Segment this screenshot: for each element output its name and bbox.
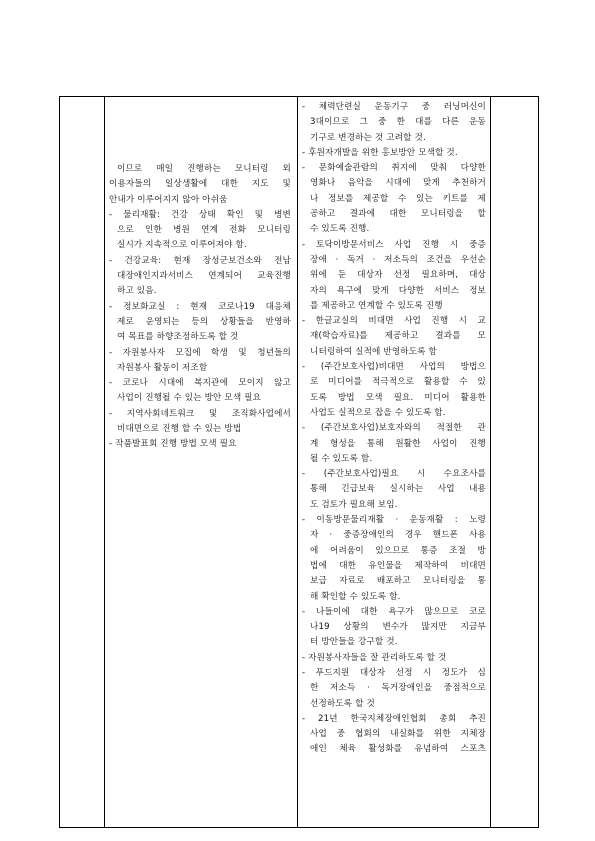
text-line: 사업도 실적으로 잡을 수 있도록 함. <box>310 407 446 418</box>
text-line: 안내가 이루어지지 않아 아쉬움 <box>109 194 228 205</box>
text-line: 사업이 진행될 수 있는 방안 모색 필요 <box>117 393 262 404</box>
text-line: 자 · 중증장애인의 경우 핸드폰 사용 <box>310 530 486 541</box>
text-line: 사업 중 협회의 내실화를 위한 지체장 <box>310 729 486 740</box>
text-line: - 푸드지원 대상자 선정 시 정도가 심 <box>302 667 486 678</box>
text-line: - 이동방문물리재활 · 운동재활 : 노령 <box>302 515 486 526</box>
text-line: - 나들이에 대한 욕구가 많으므로 코로 <box>302 606 486 617</box>
table-bottom-border <box>59 827 539 828</box>
text-line: - 코로나 시대에 복지관에 모이지 않고 <box>109 378 291 389</box>
text-line: 니터링하여 실적에 반영하도록 함 <box>310 346 437 357</box>
text-line: - 정보화교실 : 현재 코로나19 대응체 <box>109 301 291 312</box>
text-line: 위에 둔 대상자 선정 필요하며, 대상 <box>310 270 486 281</box>
text-line: 여 목표를 하향조정하도록 할 것 <box>117 332 239 343</box>
text-line: - 토닥이방문서비스 사업 진행 시 중증 <box>302 239 486 250</box>
col-divider-1 <box>104 96 105 828</box>
improvement-text-column <box>302 100 486 758</box>
text-line: - 후원자개발을 위한 홍보방안 모색할 것. <box>302 147 458 158</box>
text-line: 터 방안들을 강구할 것. <box>310 637 398 648</box>
text-line: 수 있도록 진행. <box>310 224 370 235</box>
text-line: - 자원봉사자 모집에 학생 및 청년들의 <box>109 347 291 358</box>
text-line: 재(학습자료)를 제공하고 결과를 모 <box>310 331 486 342</box>
text-line: 공하고 결과에 대한 모니터링을 할 <box>310 209 486 220</box>
text-line: - 자원봉사자들을 잘 관리하도록 할 것 <box>302 652 447 663</box>
text-line: 비대면으로 진행 할 수 있는 방법 <box>117 424 242 435</box>
text-line: 선정하도록 할 것 <box>310 698 375 709</box>
text-line: 계 형성을 통해 원활한 사업이 진행 <box>310 438 486 449</box>
text-line: - (주간보호사업)보호자와의 적절한 관 <box>302 423 486 434</box>
text-line: 실시가 지속적으로 이루어져야 함. <box>117 240 247 251</box>
text-line: 이므로 매일 진행하는 모니터링 외 <box>117 164 291 174</box>
text-line: 에 어려움이 있으므로 통증 조절 방 <box>310 545 486 556</box>
col-divider-3 <box>490 96 491 828</box>
text-line: - 지역사회네트워크 및 조직화사업에서 <box>109 408 291 419</box>
text-line: 될 수 있도록 함. <box>310 453 373 464</box>
text-line: 3대이므로 그 중 한 대를 다른 운동 <box>310 117 486 128</box>
text-line: - 체력단련실 운동기구 중 러닝머신이 <box>302 102 486 112</box>
text-line: - 건강교육: 현재 장성군보건소와 전남 <box>109 255 291 266</box>
text-line: 영화나 음악을 시대에 맞게 추천하거 <box>310 178 486 189</box>
text-line: - 21년 한국지체장애인협회 총회 추진 <box>302 713 486 724</box>
text-line: - 작품발표회 진행 방법 모색 필요 <box>109 439 237 450</box>
text-line: 자의 욕구에 맞게 다양한 서비스 정보 <box>310 285 486 296</box>
text-line: 이용자들의 일상생활에 대한 지도 및 <box>109 179 291 190</box>
text-line: 자원봉사 활동이 저조함 <box>117 362 208 373</box>
text-line: - 문화예술관람의 취지에 맞춰 다양한 <box>302 163 486 174</box>
text-line: 보급 자료로 배포하고 모니터링을 통 <box>310 576 486 587</box>
text-line: 나19 상황의 변수가 많지만 지금부 <box>310 622 486 633</box>
text-line: - 한글교실의 비대면 사업 진행 시 교 <box>302 316 486 327</box>
text-line: 해 확인할 수 있도록 함. <box>310 591 401 602</box>
text-line: 통해 긴급보육 실시하는 사업 내용 <box>310 484 486 495</box>
text-line: 애인 체육 활성화를 유념하여 스포츠 <box>310 744 486 755</box>
text-line: - (주간보호사업)필요 시 수요조사를 <box>302 469 486 480</box>
text-line: 한 저소득 · 독거장애인을 중점적으로 <box>310 683 486 694</box>
text-line: 장애 · 독거 · 저소득의 조건을 우선순 <box>310 254 486 265</box>
text-line: 로 미디어를 적극적으로 활용할 수 있 <box>310 377 486 388</box>
text-line: 으로 인한 병원 연계 전화 모니터링 <box>117 225 291 236</box>
col-divider-4 <box>538 96 539 828</box>
text-line: 대장애인지과서비스 연계되어 교육진행 <box>117 271 291 282</box>
text-line: 도 검토가 필요해 보임. <box>310 499 398 510</box>
text-line: 나 정보를 제공할 수 있는 키트를 제 <box>310 193 486 204</box>
text-line: - (주간보호사업)비대면 사업의 방법으 <box>302 362 486 373</box>
text-line: 하고 있음. <box>117 286 157 297</box>
evaluation-text-column <box>109 162 291 453</box>
text-line: 를 제공하고 연계할 수 있도록 진행 <box>310 300 443 311</box>
text-line: - 물리재활: 건강 상태 확인 및 병변 <box>109 209 291 220</box>
text-line: 법에 대한 유인물을 제작하여 비대면 <box>310 560 486 571</box>
text-line: 제로 운영되는 등의 상황들을 반영하 <box>117 316 291 327</box>
text-line: 도록 방법 모색 필요. 미디어 활용한 <box>310 392 486 403</box>
text-line: 기구로 변경하는 것 고려할 것. <box>310 132 426 143</box>
col-divider-2 <box>297 96 298 828</box>
